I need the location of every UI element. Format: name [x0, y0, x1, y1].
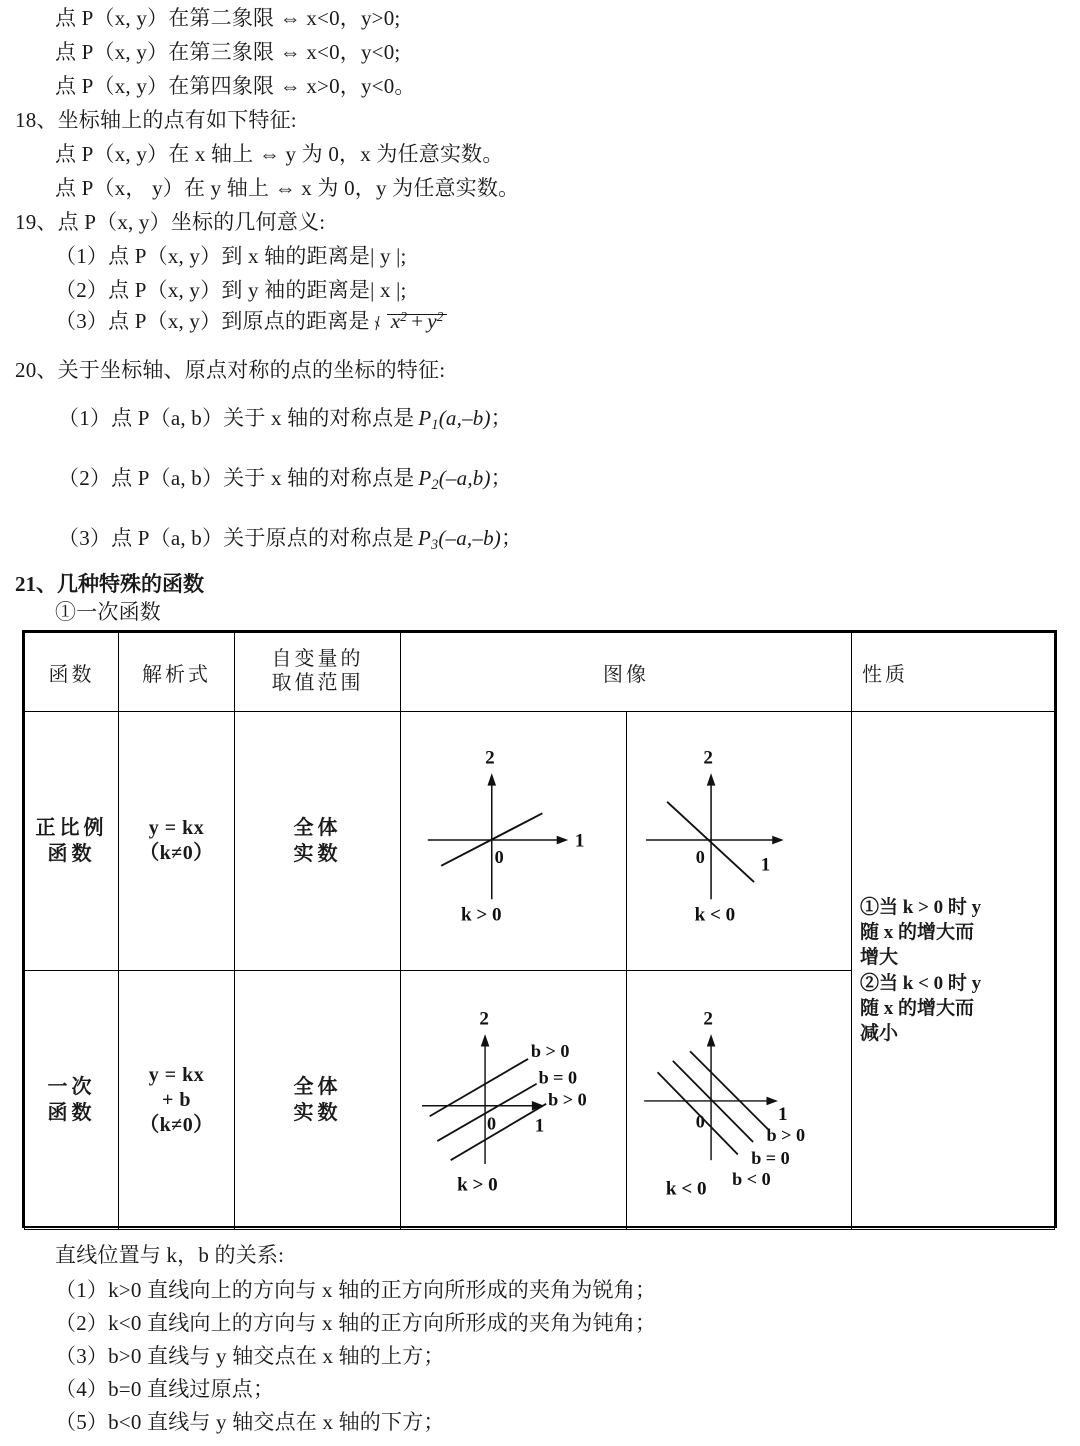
x-axis-label: 1: [777, 1104, 787, 1126]
line-terminator: ；: [490, 466, 512, 490]
graph-proportional-k-negative: [627, 712, 852, 970]
row1-name-line2: 函数: [47, 843, 96, 865]
x-axis-label: 1: [534, 1115, 545, 1137]
header-property: 性质: [852, 633, 1055, 712]
row2-expr-line1: y = kx: [148, 1063, 205, 1086]
row2-expr-line2: + b: [161, 1088, 192, 1111]
point-subscript: 3: [430, 536, 439, 553]
graph-linear-k-positive: [401, 971, 626, 1229]
radicand-x: x: [390, 308, 401, 333]
table-row: [25, 712, 1055, 971]
footer-line: 直线位置与 k，b 的关系:: [55, 1243, 285, 1267]
footer-line: （3）b>0 直线与 y 轴交点在 x 轴的上方；: [55, 1344, 445, 1368]
note-line: 点 P（x, y）在 x 轴上 ⇔ y 为 0，x 为任意实数。: [55, 142, 504, 166]
y-axis-label: 2: [702, 747, 713, 769]
row1-graph-k-positive: [401, 712, 627, 971]
symmetry-line-3: [58, 528, 522, 552]
header-domain-line1: 自变量的: [271, 648, 364, 671]
y-axis-arrow: [706, 1034, 715, 1046]
property-line-4: ②当 k < 0 时 y: [860, 972, 982, 994]
property-line-1: ①当 k > 0 时 y: [860, 896, 982, 918]
y-axis-label: 2: [702, 1008, 713, 1030]
footer-line: （4）b=0 直线过原点；: [55, 1377, 275, 1401]
row2-domain-line2: 实数: [293, 1102, 342, 1124]
note-line: 点 P（x, y）在第二象限 ⇔ x<0，y>0;: [55, 6, 401, 30]
note-item-18: 18、坐标轴上的点有如下特征:: [15, 108, 297, 132]
sqrt-line-prefix: （3）点 P（x, y）到原点的距离是: [55, 308, 370, 333]
linear-function-table: [22, 630, 1057, 1228]
property-line-3: 增大: [860, 947, 899, 969]
x-axis-arrow: [772, 836, 783, 845]
radicand-x-exponent: 2: [400, 309, 408, 324]
y-axis-arrow: [487, 773, 496, 785]
row2-name-line2: 函数: [47, 1102, 96, 1124]
note-line: （2）点 P（x, y）到 y 袖的距离是| x |;: [55, 278, 407, 302]
note-item-19: 19、点 P（x, y）坐标的几何意义:: [15, 210, 326, 234]
symmetry-prefix: （3）点 P（a, b）关于原点的对称点是: [58, 526, 414, 550]
header-domain-line2: 取值范围: [271, 672, 364, 694]
symmetry-prefix: （2）点 P（a, b）关于 x 轴的对称点是: [58, 466, 415, 490]
line-terminator: ；: [500, 526, 523, 550]
point-label: P: [418, 466, 432, 490]
table-header-row: [25, 633, 1055, 712]
note-line-sqrt: [55, 310, 447, 332]
row1-expr-line2: （k≠0）: [139, 842, 214, 864]
header-function: 函数: [25, 633, 119, 712]
x-axis-arrow: [766, 1097, 777, 1106]
row2-function-name: [25, 971, 119, 1230]
y-axis-label: 2: [479, 1008, 489, 1030]
row2-domain: [235, 971, 401, 1230]
row1-expression: [119, 712, 235, 971]
row1-name-line1: 正比例: [35, 817, 108, 839]
property-line-2: 随 x 的增大而: [860, 921, 975, 943]
line-b-positive-upper: [430, 1059, 528, 1116]
square-root-expression: [374, 310, 447, 332]
symmetry-prefix: （1）点 P（a, b）关于 x 轴的对称点是: [58, 406, 415, 430]
line-label-b-zero: b = 0: [750, 1148, 790, 1169]
point-coordinates: (a,–b): [438, 406, 491, 430]
y-axis-arrow: [481, 1034, 490, 1046]
note-line: 点 P（x, y）在第四象限 ⇔ x>0，y<0。: [55, 74, 416, 98]
symmetry-line-1: [58, 408, 512, 432]
symmetry-line-2: [58, 468, 512, 492]
row2-graph-k-negative: [626, 971, 852, 1230]
radicand-y: y: [427, 308, 437, 333]
row1-domain-line2: 实数: [293, 843, 342, 865]
origin-label: 0: [486, 1113, 497, 1134]
origin-label: 0: [695, 1111, 705, 1132]
row1-domain: [235, 712, 401, 971]
property-cell: [852, 712, 1055, 1230]
row1-function-name: [25, 712, 119, 971]
row1-domain-line1: 全体: [293, 817, 342, 839]
line-label-b-lower: b > 0: [548, 1089, 587, 1110]
note-line: 点 P（x, y）在第三象限 ⇔ x<0，y<0;: [55, 40, 401, 64]
note-item-20: 20、关于坐标轴、原点对称的点的坐标的特征:: [15, 358, 446, 382]
note-line: （1）点 P（x, y）到 x 轴的距离是| y |;: [55, 244, 407, 268]
point-label: P: [418, 406, 432, 430]
x-axis-arrow: [557, 836, 568, 845]
graph-caption: k > 0: [460, 904, 502, 926]
footer-line: （5）b<0 直线与 y 轴交点在 x 轴的下方；: [55, 1410, 445, 1434]
row1-graph-k-negative: [626, 712, 852, 971]
header-domain: [235, 633, 401, 712]
row2-name-line1: 一次: [47, 1076, 96, 1098]
point-coordinates: (–a,b): [438, 466, 491, 490]
graph-caption: k < 0: [694, 904, 735, 926]
line-terminator: ；: [490, 406, 512, 430]
y-axis-label: 2: [485, 747, 495, 769]
row2-graph-k-positive: [401, 971, 627, 1230]
row2-domain-line1: 全体: [293, 1076, 342, 1098]
row2-expression: [119, 971, 235, 1230]
section-21-subheading: ①一次函数: [55, 600, 161, 624]
property-text: [860, 895, 1048, 1047]
footer-line: （2）k<0 直线向上的方向与 x 轴的正方向所形成的夹角为钝角；: [55, 1311, 657, 1335]
origin-label: 0: [695, 846, 705, 867]
line-label-b-negative: b < 0: [731, 1169, 771, 1190]
note-line: 点 P（x， y）在 y 轴上 ⇔ x 为 0，y 为任意实数。: [55, 176, 520, 200]
line-label-b-middle: b = 0: [538, 1067, 578, 1088]
y-axis-arrow: [706, 773, 715, 785]
property-line-6: 减小: [860, 1023, 899, 1045]
radicand-y-exponent: 2: [436, 309, 444, 324]
graph-caption: k < 0: [665, 1178, 707, 1200]
property-line-5: 随 x 的增大而: [860, 997, 975, 1019]
point-subscript: 2: [431, 476, 439, 493]
point-label: P: [417, 526, 431, 550]
x-axis-label: 1: [760, 854, 770, 876]
header-expression: 解析式: [119, 633, 235, 712]
footer-line: （1）k>0 直线向上的方向与 x 轴的正方向所形成的夹角为锐角；: [55, 1278, 657, 1302]
origin-label: 0: [494, 846, 504, 867]
graph-linear-k-negative: [627, 971, 852, 1229]
x-axis-label: 1: [574, 830, 585, 852]
section-21-heading: 21、几种特殊的函数: [15, 572, 204, 596]
plus-sign: +: [411, 308, 424, 333]
row2-expr-line3: （k≠0）: [139, 1113, 214, 1136]
line-label-b-upper: b > 0: [530, 1041, 570, 1062]
header-graph: 图像: [401, 633, 852, 712]
line-b-positive-lower: [451, 1104, 547, 1160]
graph-proportional-k-positive: [401, 712, 626, 970]
point-coordinates: (–a,–b): [438, 526, 501, 550]
row1-expr-line1: y = kx: [148, 817, 205, 839]
point-subscript: 1: [431, 416, 439, 433]
line-label-b-positive: b > 0: [765, 1125, 805, 1146]
graph-caption: k > 0: [457, 1174, 498, 1196]
